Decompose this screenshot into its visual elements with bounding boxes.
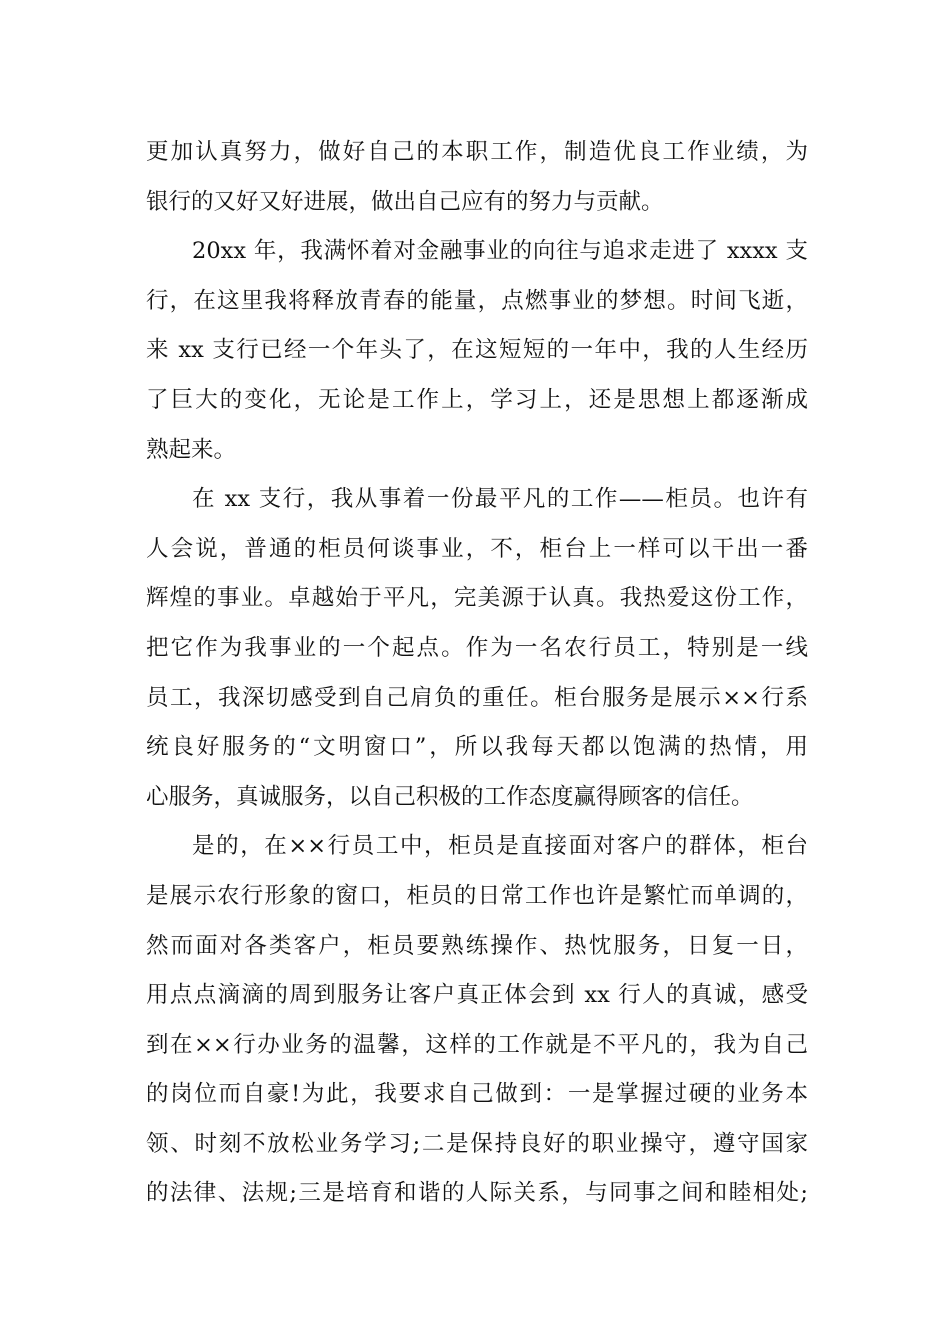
text-line: 员工，我深切感受到自己肩负的重任。柜台服务是展示××行系 [146, 684, 808, 711]
text-line: 了巨大的变化，无论是工作上，学习上，还是思想上都逐渐成 [146, 386, 808, 413]
text-line: 来 xx 支行已经一个年头了，在这短短的一年中，我的人生经历 [146, 337, 808, 364]
text-line: 是的，在××行员工中，柜员是直接面对客户的群体，柜台 [192, 833, 808, 860]
text-line: 统良好服务的“文明窗口”，所以我每天都以饱满的热情，用 [146, 734, 808, 761]
text-line: 是展示农行形象的窗口，柜员的日常工作也许是繁忙而单调的， [146, 882, 808, 909]
text-line: 的法律、法规;三是培育和谐的人际关系，与同事之间和睦相处; [146, 1180, 808, 1207]
text-line: 20xx 年，我满怀着对金融事业的向往与追求走进了 xxxx 支 [192, 238, 808, 265]
text-line: 领、时刻不放松业务学习;二是保持良好的职业操守，遵守国家 [146, 1130, 808, 1157]
text-line: 把它作为我事业的一个起点。作为一名农行员工，特别是一线 [146, 634, 808, 661]
text-line: 到在××行办业务的温馨，这样的工作就是不平凡的，我为自己 [146, 1031, 808, 1058]
document-body [146, 128, 808, 1219]
text-line: 然而面对各类客户，柜员要熟练操作、热忱服务，日复一日， [146, 932, 808, 959]
text-line: 用点点滴滴的周到服务让客户真正体会到 xx 行人的真诚，感受 [146, 982, 808, 1009]
text-line: 人会说，普通的柜员何谈事业，不，柜台上一样可以干出一番 [146, 535, 808, 562]
text-line: 的岗位而自豪!为此，我要求自己做到：一是掌握过硬的业务本 [146, 1081, 808, 1108]
text-line: 行，在这里我将释放青春的能量，点燃事业的梦想。时间飞逝， [146, 287, 808, 314]
text-line: 辉煌的事业。卓越始于平凡，完美源于认真。我热爱这份工作， [146, 585, 808, 612]
text-line: 心服务，真诚服务，以自己积极的工作态度赢得顾客的信任。 [146, 783, 754, 810]
text-line: 银行的又好又好进展，做出自己应有的努力与贡献。 [146, 188, 664, 215]
text-line: 熟起来。 [146, 436, 237, 463]
text-line: 更加认真努力，做好自己的本职工作，制造优良工作业绩，为 [146, 139, 808, 165]
text-line: 在 xx 支行，我从事着一份最平凡的工作——柜员。也许有 [192, 486, 808, 513]
